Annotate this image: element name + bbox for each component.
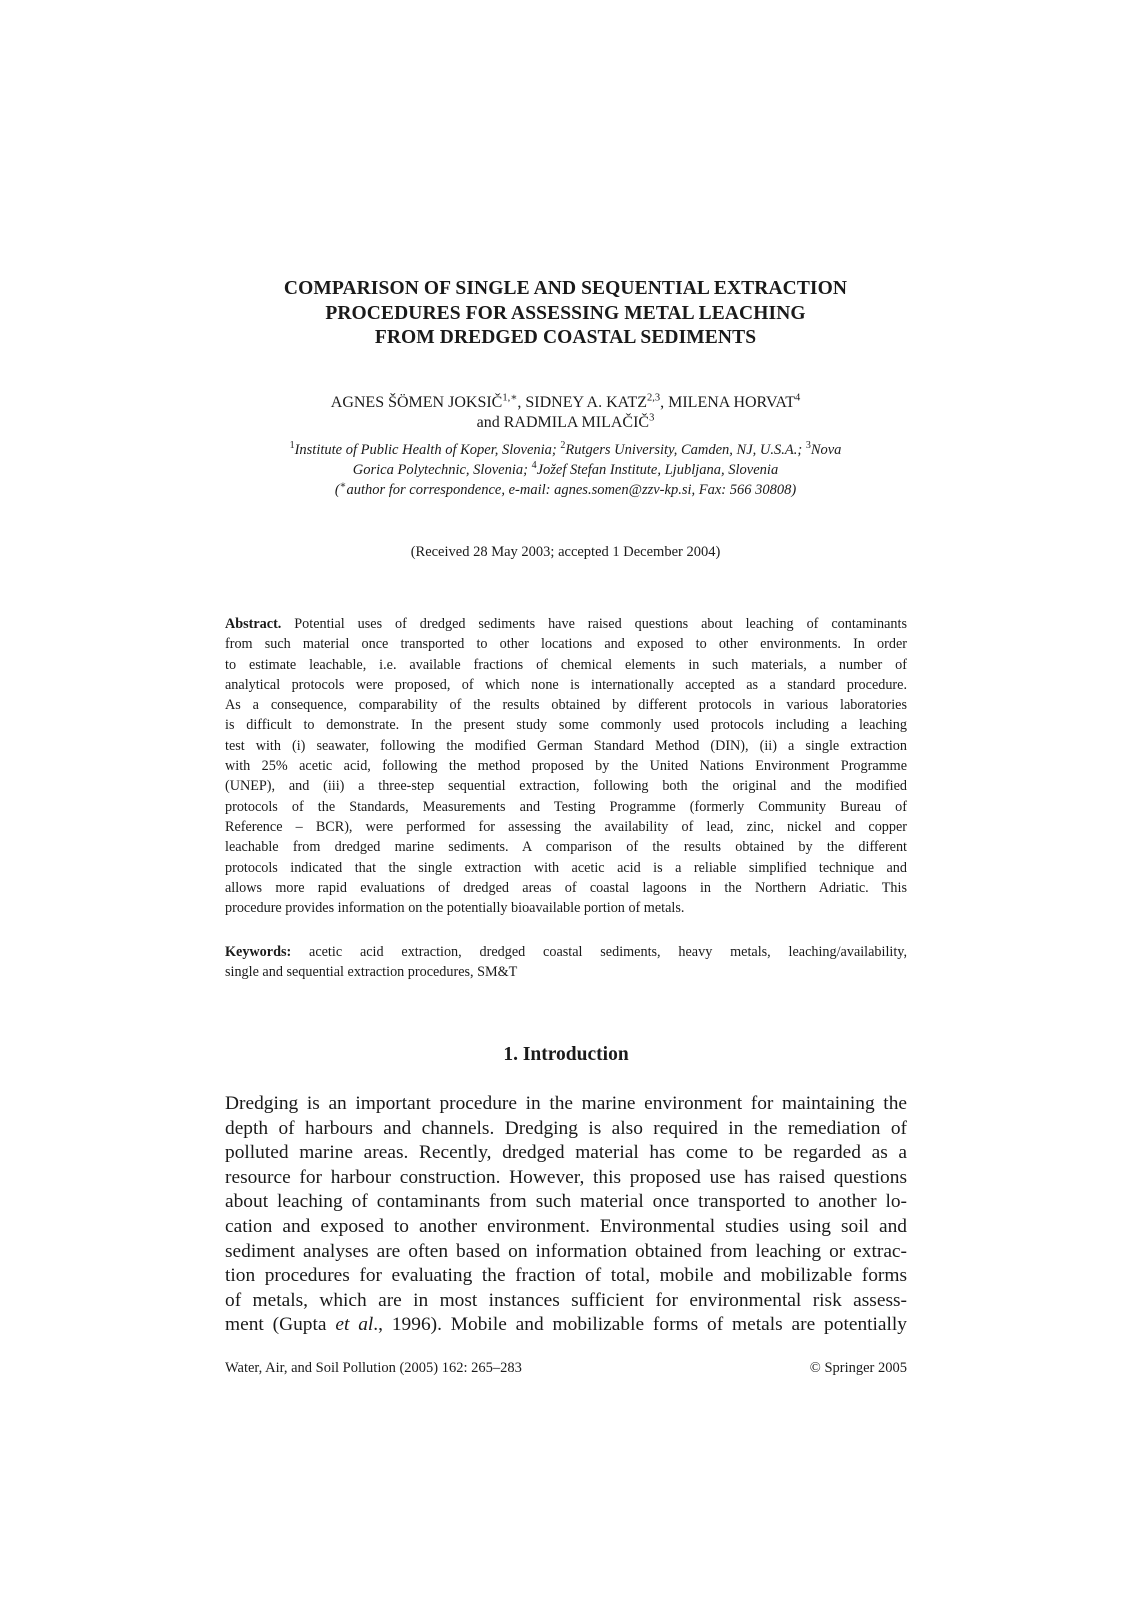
- correspondence-line: [150, 480, 981, 500]
- correspondence-text: author for correspondence, e-mail: agnes.somen@zzv-kp.si, Fax: 566 30808): [346, 482, 797, 498]
- author-affil-sup: 1,∗: [502, 392, 518, 404]
- abstract-line: is difficult to demonstrate. In the present study some commonly used protocols including a leaching: [225, 717, 907, 734]
- body-line: tion procedures for evaluating the fraction of total, mobile and mobilizable forms: [225, 1265, 907, 1287]
- affil-sup: 1: [289, 440, 295, 452]
- abstract-line: test with (i) seawater, following the modified German Standard Method (DIN), (ii) a single extraction: [225, 737, 907, 754]
- affil-text: (: [334, 482, 340, 498]
- affil-text: Jožef Stefan Institute, Ljubljana, Slovenia: [536, 462, 779, 478]
- keywords-line: [225, 942, 907, 962]
- abstract-text: Potential uses of dredged sediments have raised questions about leaching of contaminants: [281, 616, 907, 632]
- author-line-1: [150, 393, 981, 413]
- keywords-text: acetic acid extraction, dredged coastal sediments, heavy metals, leaching/availability,: [291, 944, 907, 960]
- abstract-line: from such material once transported to other locations and exposed to other environments. In order: [225, 636, 907, 653]
- affil-text: Nova: [810, 442, 842, 458]
- introduction-body: [225, 1092, 907, 1338]
- keywords-line: single and sequential extraction procedures, SM&T: [225, 964, 518, 981]
- section-heading-introduction: 1. Introduction: [503, 1044, 629, 1065]
- affil-text: Rutgers University, Camden, NJ, U.S.A.;: [565, 442, 806, 458]
- body-line: polluted marine areas. Recently, dredged material has come to be regarded as a: [225, 1142, 907, 1164]
- abstract-label: Abstract.: [225, 616, 282, 632]
- author-affil-sup: 3: [649, 412, 655, 424]
- keywords-label: Keywords:: [225, 944, 292, 960]
- affil-sup: 4: [531, 460, 537, 472]
- body-line: resource for harbour construction. However, this proposed use has raised questions: [225, 1166, 907, 1188]
- abstract: [225, 614, 907, 918]
- affiliation-line-2: [150, 460, 981, 480]
- affil-sup: ∗: [339, 480, 347, 492]
- affil-sup: 3: [805, 440, 811, 452]
- abstract-line: protocols indicated that the single extraction with acetic acid is a reliable simplified technique and: [225, 859, 907, 876]
- body-line: depth of harbours and channels. Dredging is also required in the remediation of: [225, 1117, 907, 1139]
- abstract-line: Reference – BCR), were performed for assessing the availability of lead, zinc, nickel and copper: [225, 818, 907, 835]
- journal-citation: Water, Air, and Soil Pollution (2005) 162: 265–283: [225, 1360, 522, 1376]
- author-name: and RADMILA MILAČIČ: [476, 414, 650, 431]
- abstract-line: procedure provides information on the potentially bioavailable portion of metals.: [225, 900, 685, 917]
- abstract-line: with 25% acetic acid, following the method proposed by the United Nations Environment Programme: [225, 758, 907, 775]
- body-text: ., 1996). Mobile and mobilizable forms of metals are potentially: [373, 1314, 907, 1336]
- body-line: of metals, which are in most instances sufficient for environmental risk assess-: [225, 1289, 907, 1311]
- author-line-2: [150, 413, 981, 433]
- citation-italic: et al: [335, 1314, 374, 1336]
- title-line-3: FROM DREDGED COASTAL SEDIMENTS: [374, 327, 757, 348]
- author-name: AGNES ŠÖMEN JOKSIČ: [330, 394, 503, 411]
- affiliation-line-1: [150, 440, 981, 460]
- keywords: [225, 942, 907, 983]
- abstract-line: leachable from dredged marine sediments. A comparison of the results obtained by the different: [225, 839, 907, 856]
- author-affil-sup: 4: [794, 392, 801, 404]
- body-line: sediment analyses are often based on information obtained from leaching or extrac-: [225, 1240, 907, 1262]
- author-name: , MILENA HORVAT: [660, 394, 795, 411]
- body-text: ment (Gupta: [225, 1314, 336, 1336]
- affiliations: [150, 440, 981, 500]
- affil-text: Gorica Polytechnic, Slovenia;: [352, 462, 532, 478]
- author-name: , SIDNEY A. KATZ: [517, 394, 647, 411]
- body-line: about leaching of contaminants from such material once transported to another lo-: [225, 1191, 907, 1213]
- copyright-notice: © Springer 2005: [809, 1360, 907, 1376]
- body-line: Dredging is an important procedure in the marine environment for maintaining the: [225, 1093, 907, 1114]
- paper-title: [200, 277, 931, 351]
- title-line-2: PROCEDURES FOR ASSESSING METAL LEACHING: [325, 302, 806, 324]
- title-line-1: COMPARISON OF SINGLE AND SEQUENTIAL EXTRACTION: [283, 278, 848, 299]
- received-dates: (Received 28 May 2003; accepted 1 December 2004): [410, 544, 721, 560]
- abstract-line: analytical protocols were proposed, of which none is internationally accepted as a standard procedure.: [225, 676, 907, 693]
- affil-text: Institute of Public Health of Koper, Slovenia;: [294, 442, 561, 458]
- body-line: [225, 1313, 907, 1338]
- abstract-line: allows more rapid evaluations of dredged areas of coastal lagoons in the Northern Adriatic. This: [225, 879, 907, 896]
- abstract-line: to estimate leachable, i.e. available fractions of chemical elements in such materials, a number of: [225, 656, 907, 673]
- author-affil-sup: 2,3: [646, 392, 661, 404]
- author-list: [150, 393, 981, 433]
- abstract-line: [225, 614, 907, 634]
- body-line: cation and exposed to another environment. Environmental studies using soil and: [225, 1215, 907, 1237]
- abstract-line: protocols of the Standards, Measurements and Testing Programme (formerly Community Bureau of: [225, 798, 907, 815]
- affil-sup: 2: [560, 440, 566, 452]
- abstract-line: (UNEP), and (iii) a three-step sequential extraction, following both the original and the modified: [225, 778, 907, 795]
- abstract-line: As a consequence, comparability of the results obtained by different protocols in various laboratories: [225, 697, 907, 714]
